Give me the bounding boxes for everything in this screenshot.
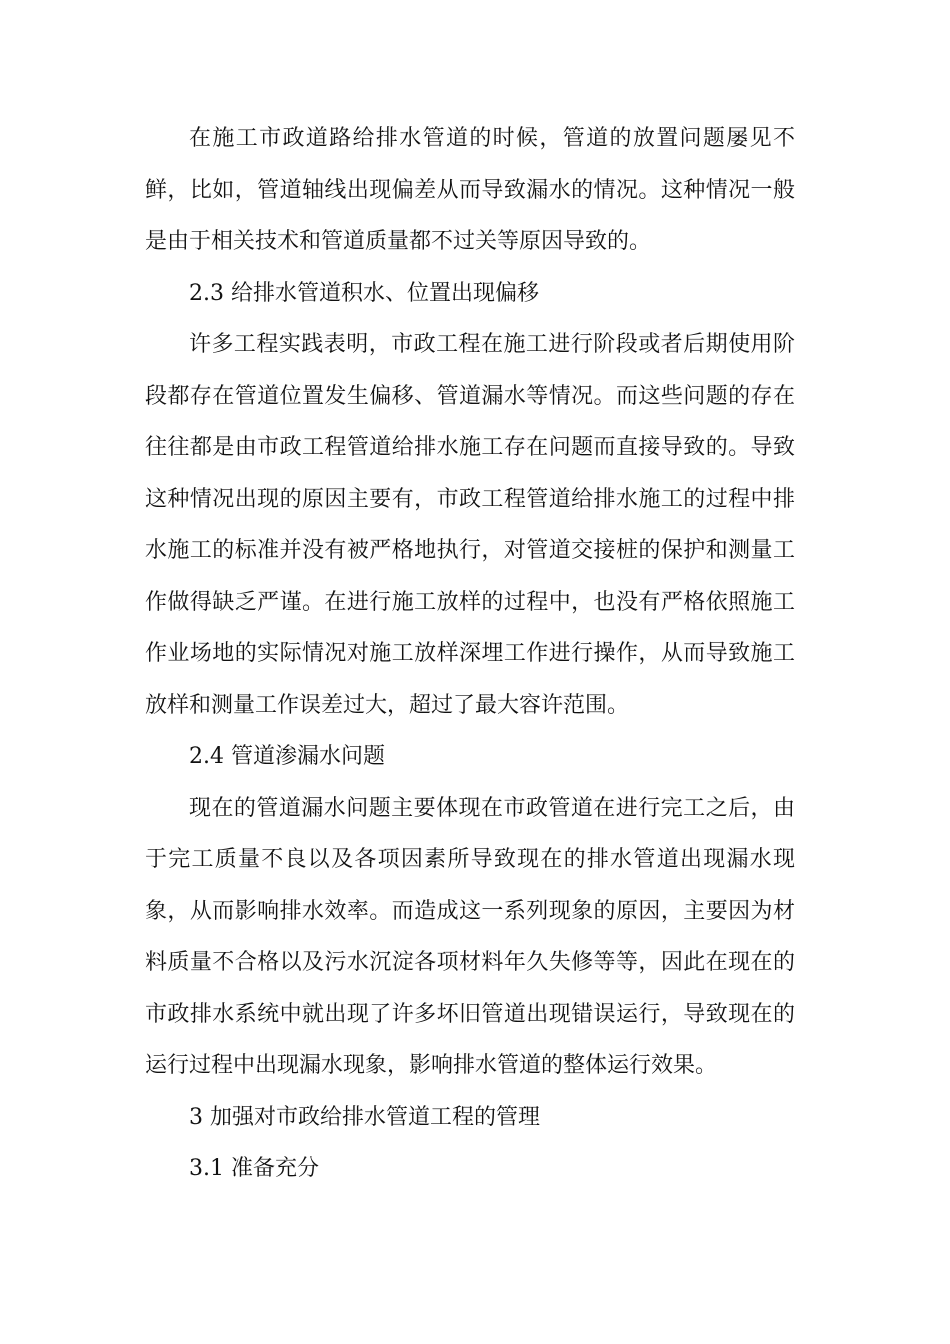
paragraph-pipe-placement: 在施工市政道路给排水管道的时候，管道的放置问题屡见不鲜，比如，管道轴线出现偏差从而导致漏水的情况。这种情况一般是由于相关技术和管道质量都不过关等原因导致的。: [145, 126, 795, 254]
paragraph-pipe-leakage: 现在的管道漏水问题主要体现在市政管道在进行完工之后，由于完工质量不良以及各项因素所导致现在的排水管道出现漏水现象，从而影响排水效率。而造成这一系列现象的原因，主要因为材料质量不合格以及污水沉淀各项材料年久失修等等，因此在现在的市政排水系统中就出现了许多坏旧管道出现错误运行，导致现在的运行过程中出现漏水现象，影响排水管道的整体运行效果。: [145, 795, 795, 1078]
paragraph-pipe-offset: 许多工程实践表明，市政工程在施工进行阶段或者后期使用阶段都存在管道位置发生偏移、管道漏水等情况。而这些问题的存在往往都是由市政工程管道给排水施工存在问题而直接导致的。导致这种情况出现的原因主要有，市政工程管道给排水施工的过程中排水施工的标准并没有被严格地执行，对管道交接桩的保护和测量工作做得缺乏严谨。在进行施工放样的过程中，也没有严格依照施工作业场地的实际情况对施工放样深埋工作进行操作，从而导致施工放样和测量工作误差过大，超过了最大容许范围。: [145, 332, 795, 718]
heading-3: 3 加强对市政给排水管道工程的管理: [189, 1104, 540, 1130]
heading-2-3: 2.3 给排水管道积水、位置出现偏移: [189, 280, 539, 306]
heading-3-1: 3.1 准备充分: [189, 1156, 319, 1181]
document-body: [145, 113, 795, 1195]
heading-2-4: 2.4 管道渗漏水问题: [189, 744, 385, 769]
